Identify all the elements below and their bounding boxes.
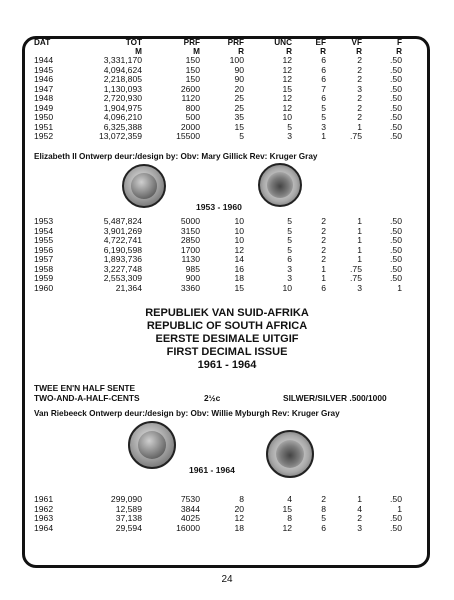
cell-proof-price: 25 (234, 102, 244, 113)
cell-proof-price: 10 (234, 235, 244, 245)
cell-f: .50 (390, 131, 402, 142)
table-row (32, 113, 402, 123)
column-header-row-bottom (32, 48, 402, 57)
cell-f: 1 (397, 282, 402, 293)
cell-year: 1959 (34, 273, 54, 283)
cell-unc: 3 (287, 273, 292, 283)
table-row (32, 524, 402, 534)
cell-year: 1947 (34, 83, 54, 94)
cell-ef: 2 (321, 216, 326, 226)
cell-year: 1958 (34, 263, 54, 274)
cell-vf: .75 (350, 273, 362, 283)
cell-unc: 12 (282, 93, 292, 104)
cell-f: .50 (390, 102, 402, 113)
cell-year: 1960 (34, 282, 54, 293)
cell-year: 1950 (34, 112, 54, 123)
table-row (32, 66, 402, 76)
cell-proof-mintage: 7530 (180, 494, 200, 504)
table-row (32, 227, 402, 237)
cell-f: .50 (390, 263, 402, 274)
col-sub-tot: M (135, 46, 142, 56)
table-row (32, 123, 402, 133)
cell-vf: 2 (357, 64, 362, 75)
design-credit-elizabeth: Elizabeth II Ontwerp deur:/design by: Obv: Mary Gillick Rev: Kruger Gray (34, 152, 318, 161)
cell-year: 1954 (34, 225, 54, 236)
cell-f: .50 (390, 121, 402, 132)
date-range-1961-1964: 1961 - 1964 (189, 465, 235, 475)
cell-proof-mintage: 3360 (180, 282, 200, 293)
cell-f: .50 (390, 494, 402, 504)
cell-year: 1961 (34, 494, 54, 504)
cell-vf: 3 (357, 282, 362, 293)
cell-ef: 7 (321, 83, 326, 94)
cell-f: .50 (390, 235, 402, 245)
cell-unc: 12 (282, 522, 292, 533)
design-credit-van-riebeeck: Van Riebeeck Ontwerp deur:/design by: Obv: Willie Myburgh Rev: Kruger Gray (34, 409, 340, 418)
cell-proof-price: 18 (234, 522, 244, 533)
table-row (32, 85, 402, 95)
cell-proof-mintage: 900 (185, 273, 200, 283)
cell-proof-mintage: 1130 (181, 254, 200, 264)
cell-total: 3,901,269 (103, 225, 142, 236)
cell-proof-mintage: 800 (185, 102, 200, 113)
mintage-table-1944-1952 (32, 39, 402, 142)
col-header-prf-r: PRF (227, 38, 244, 47)
column-header-row-top (32, 39, 402, 48)
cell-total: 6,325,388 (103, 121, 142, 132)
cell-total: 12,589 (115, 503, 142, 514)
col-sub-prf-r: R (238, 46, 244, 56)
cell-total: 2,553,309 (103, 273, 142, 283)
col-header-vf: VF (351, 38, 362, 47)
coin-obverse-van-riebeeck-image (128, 421, 176, 469)
cell-unc: 8 (287, 513, 292, 523)
cell-proof-mintage: 985 (185, 263, 200, 274)
cell-proof-mintage: 3150 (180, 225, 200, 236)
cell-vf: 1 (357, 121, 362, 132)
cell-total: 4,096,210 (103, 112, 142, 123)
coin-obverse-elizabeth-image (122, 164, 166, 208)
table-row (32, 56, 402, 66)
cell-f: .50 (390, 55, 402, 66)
cell-ef: 8 (321, 503, 326, 514)
cell-year: 1953 (34, 216, 54, 226)
cell-proof-price: 15 (234, 121, 244, 132)
cell-year: 1948 (34, 93, 54, 104)
table-row (32, 514, 402, 524)
col-header-unc: UNC (274, 38, 292, 47)
cell-proof-mintage: 5000 (180, 216, 200, 226)
cell-proof-price: 20 (234, 83, 244, 94)
cell-ef: 2 (321, 254, 326, 264)
cell-total: 4,094,624 (103, 64, 142, 75)
col-sub-ef: R (320, 46, 326, 56)
cell-proof-mintage: 2850 (180, 235, 200, 245)
cell-year: 1945 (34, 64, 54, 75)
col-header-f: F (396, 38, 402, 47)
cell-year: 1946 (34, 74, 54, 85)
cell-total: 3,227,748 (103, 263, 142, 274)
cell-total: 1,130,093 (103, 83, 142, 94)
table-row (32, 246, 402, 256)
cell-ef: 1 (321, 273, 326, 283)
col-sub-vf: R (356, 46, 362, 56)
cell-vf: 2 (357, 102, 362, 113)
cell-proof-price: 12 (234, 513, 244, 523)
cell-unc: 12 (282, 55, 292, 66)
cell-proof-price: 15 (234, 282, 244, 293)
cell-vf: 2 (357, 74, 362, 85)
cell-year: 1952 (34, 131, 54, 142)
table-row (32, 236, 402, 246)
cell-f: .50 (390, 244, 402, 255)
heading-republic: REPUBLIC OF SOUTH AFRICA (146, 320, 308, 332)
col-header-ef: EF (315, 38, 326, 47)
cell-vf: 1 (357, 225, 362, 236)
cell-unc: 3 (287, 131, 292, 142)
cell-f: .50 (390, 216, 402, 226)
cell-year: 1955 (34, 235, 54, 245)
cell-unc: 3 (287, 263, 292, 274)
cell-unc: 10 (282, 282, 292, 293)
cell-ef: 6 (321, 74, 326, 85)
cell-ef: 1 (321, 263, 326, 274)
table-row (32, 104, 402, 114)
cell-proof-price: 14 (234, 254, 244, 264)
cell-unc: 6 (287, 254, 292, 264)
cell-ef: 2 (321, 494, 326, 504)
cell-proof-mintage: 3844 (180, 503, 200, 514)
cell-ef: 6 (321, 282, 326, 293)
cell-year: 1962 (34, 503, 54, 514)
table-row (32, 505, 402, 515)
cell-f: 1 (397, 503, 402, 514)
cell-vf: 3 (357, 522, 362, 533)
cell-vf: 2 (357, 93, 362, 104)
cell-vf: 1 (357, 244, 362, 255)
cell-f: .50 (390, 74, 402, 85)
cell-proof-mintage: 150 (185, 74, 200, 85)
cell-proof-mintage: 1700 (180, 244, 200, 255)
heading-republiek: REPUBLIEK VAN SUID-AFRIKA (145, 307, 309, 319)
cell-vf: 1 (357, 254, 362, 264)
cell-ef: 3 (321, 121, 326, 132)
cell-year: 1963 (34, 513, 54, 523)
table-row (32, 217, 402, 227)
cell-vf: 2 (357, 55, 362, 66)
cell-ef: 6 (321, 93, 326, 104)
cell-vf: 2 (357, 112, 362, 123)
page-number: 24 (221, 574, 233, 585)
cell-total: 5,487,824 (103, 216, 142, 226)
cell-total: 3,331,170 (103, 55, 142, 66)
cell-proof-price: 25 (234, 93, 244, 104)
cell-ef: 5 (321, 513, 326, 523)
cell-unc: 5 (287, 121, 292, 132)
cell-unc: 12 (282, 102, 292, 113)
cell-ef: 6 (321, 55, 326, 66)
cell-year: 1964 (34, 522, 54, 533)
cell-unc: 5 (287, 216, 292, 226)
cell-unc: 5 (287, 225, 292, 236)
cell-f: .50 (390, 273, 402, 283)
table-row (32, 274, 402, 284)
col-sub-f: R (396, 46, 402, 56)
cell-total: 21,364 (115, 282, 142, 293)
cell-total: 4,722,741 (103, 235, 142, 245)
cell-f: .50 (390, 522, 402, 533)
cell-vf: 1 (357, 216, 362, 226)
table-row (32, 265, 402, 275)
cell-proof-mintage: 15500 (176, 131, 200, 142)
table-row (32, 255, 402, 265)
table-row (32, 284, 402, 294)
cell-proof-price: 20 (234, 503, 244, 514)
col-sub-prf-m: M (193, 46, 200, 56)
table-row (32, 132, 402, 142)
cell-proof-mintage: 2000 (180, 121, 200, 132)
cell-proof-mintage: 150 (185, 55, 200, 66)
cell-total: 29,594 (115, 522, 142, 533)
cell-proof-mintage: 150 (185, 64, 200, 75)
cell-ef: 2 (321, 235, 326, 245)
cell-f: .50 (390, 513, 402, 523)
cell-unc: 5 (287, 244, 292, 255)
cell-proof-price: 12 (234, 244, 244, 255)
table-row (32, 75, 402, 85)
cell-ef: 6 (321, 522, 326, 533)
cell-year: 1951 (34, 121, 54, 132)
coin-reverse-protea-1964-image (266, 430, 314, 478)
cell-ef: 2 (321, 244, 326, 255)
metal-fineness: SILWER/SILVER .500/1000 (283, 393, 387, 403)
cell-vf: 4 (357, 503, 362, 514)
cell-unc: 4 (287, 494, 292, 504)
cell-vf: .75 (350, 131, 362, 142)
cell-proof-price: 35 (234, 112, 244, 123)
mintage-table-1961-1964 (32, 495, 402, 533)
cell-f: .50 (390, 112, 402, 123)
cell-ef: 1 (321, 131, 326, 142)
cell-year: 1944 (34, 55, 54, 66)
coin-reverse-protea-image (258, 163, 302, 207)
cell-ef: 5 (321, 112, 326, 123)
cell-proof-mintage: 500 (185, 112, 200, 123)
cell-vf: 1 (357, 494, 362, 504)
cell-ef: 2 (321, 225, 326, 236)
cell-total: 1,893,736 (103, 254, 142, 264)
mintage-table-1953-1960 (32, 217, 402, 293)
cell-proof-price: 90 (234, 74, 244, 85)
cell-proof-price: 10 (234, 216, 244, 226)
cell-vf: 3 (357, 83, 362, 94)
cell-f: .50 (390, 83, 402, 94)
cell-proof-price: 8 (239, 494, 244, 504)
col-sub-unc: R (286, 46, 292, 56)
col-header-prf-m: PRF (183, 38, 200, 47)
cell-total: 299,090 (110, 494, 142, 504)
cell-unc: 12 (282, 74, 292, 85)
table-row (32, 94, 402, 104)
cell-year: 1957 (34, 254, 54, 264)
cell-total: 6,190,598 (103, 244, 142, 255)
cell-f: .50 (390, 225, 402, 236)
denomination-afrikaans: TWEE EN'N HALF SENTE (34, 383, 136, 393)
heading-eerste-desimale: EERSTE DESIMALE UITGIF (155, 333, 299, 345)
cell-proof-mintage: 16000 (176, 522, 200, 533)
cell-unc: 15 (282, 83, 292, 94)
denomination-english: TWO-AND-A-HALF-CENTS (34, 393, 140, 403)
cell-total: 13,072,359 (98, 131, 142, 142)
cell-f: .50 (390, 93, 402, 104)
cell-vf: .75 (350, 263, 362, 274)
cell-year: 1956 (34, 244, 54, 255)
cell-proof-price: 18 (234, 273, 244, 283)
col-header-dat: DAT (34, 38, 51, 47)
cell-proof-mintage: 1120 (181, 93, 200, 104)
heading-first-decimal: FIRST DECIMAL ISSUE (166, 346, 288, 358)
cell-f: .50 (390, 254, 402, 264)
table-row (32, 495, 402, 505)
cell-proof-price: 100 (229, 55, 244, 66)
col-header-tot: TOT (125, 38, 142, 47)
cell-proof-price: 5 (239, 131, 244, 142)
heading-years: 1961 - 1964 (197, 359, 257, 371)
cell-total: 2,720,930 (103, 93, 142, 104)
cell-year: 1949 (34, 102, 54, 113)
cell-unc: 5 (287, 235, 292, 245)
date-range-1953-1960: 1953 - 1960 (196, 202, 242, 212)
cell-proof-mintage: 2600 (180, 83, 200, 94)
cell-unc: 15 (282, 503, 292, 514)
cell-unc: 12 (282, 64, 292, 75)
cell-ef: 5 (321, 102, 326, 113)
cell-proof-mintage: 4025 (180, 513, 200, 523)
denomination-value: 2½c (204, 393, 221, 403)
cell-total: 2,218,805 (103, 74, 142, 85)
cell-total: 1,904,975 (103, 102, 142, 113)
cell-proof-price: 10 (234, 225, 244, 236)
cell-proof-price: 90 (234, 64, 244, 75)
cell-f: .50 (390, 64, 402, 75)
cell-unc: 10 (282, 112, 292, 123)
cell-vf: 2 (357, 513, 362, 523)
cell-ef: 6 (321, 64, 326, 75)
cell-vf: 1 (357, 235, 362, 245)
cell-proof-price: 16 (234, 263, 244, 274)
cell-total: 37,138 (115, 513, 142, 523)
